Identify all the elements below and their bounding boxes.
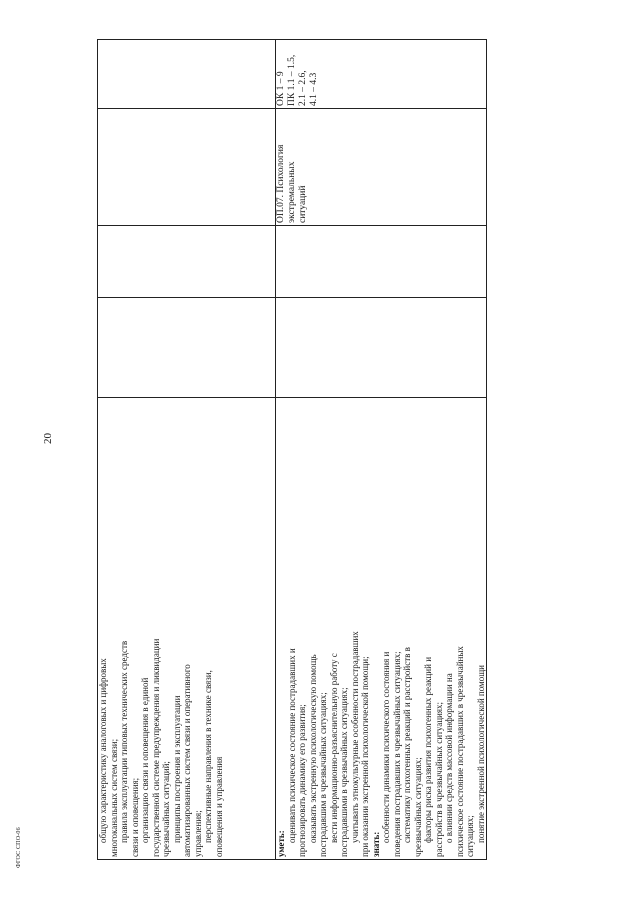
requirements-cell-upper xyxy=(98,398,276,860)
text-line: понятие экстренной психологической помощи xyxy=(475,665,486,843)
text-line: психическое состояние пострадавших в чрезвычайных xyxy=(454,646,465,857)
text-line: особенности динамики психического состояния и xyxy=(381,651,391,843)
text-line: систематику психогенных реакций и расстройств в xyxy=(402,647,412,843)
text-line: оповещения и управления xyxy=(213,756,224,857)
page-number: 20 xyxy=(42,433,54,444)
document-sheet xyxy=(97,40,486,860)
text-line: организацию связи и оповещения в единой xyxy=(140,677,150,843)
competency-table xyxy=(97,39,487,860)
text-line: государственной системе предупреждения и ликвидации xyxy=(150,638,161,857)
text-line: перспективные направления в технике связи, xyxy=(203,670,213,843)
table-row xyxy=(276,40,487,860)
upper-content-list xyxy=(98,400,224,857)
text-line: поведения пострадавших в чрезвычайных ситуациях; xyxy=(391,651,402,857)
lower-content-list xyxy=(276,400,486,857)
competency-line: 2.1 – 2.6, xyxy=(298,70,308,106)
text-line: расстройств в чрезвычайных ситуациях; xyxy=(433,702,444,857)
text-line: о влиянии средств массовой информации на xyxy=(444,673,454,843)
text-line: факторы риска развития психогенных реакций и xyxy=(423,656,433,843)
hours-cell xyxy=(98,226,276,298)
text-line: автоматизированных систем связи и оперативного xyxy=(182,664,192,857)
text-line: многоканальных систем связи; xyxy=(108,738,119,857)
competencies-cell xyxy=(276,40,487,109)
requirements-cell-lower xyxy=(276,398,487,860)
hours-cell xyxy=(276,298,487,398)
text-line: знать: xyxy=(370,831,381,857)
text-line: чрезвычайных ситуаций; xyxy=(161,761,171,857)
footer-code: ФГОС СПО-06 xyxy=(16,827,22,868)
competency-line: ОК 1 – 9 xyxy=(276,71,286,106)
text-line: оценивать психическое состояние пострадавших и xyxy=(286,648,297,843)
text-line: общую характеристику аналоговых и цифровых xyxy=(98,658,108,843)
hours-cell xyxy=(98,298,276,398)
hours-cell xyxy=(276,226,487,298)
text-line: вести информационно-разъяснительную работу с xyxy=(328,653,339,843)
text-line: чрезвычайных ситуациях; xyxy=(412,757,423,857)
discipline-cell xyxy=(276,109,487,226)
table-row xyxy=(98,40,276,860)
text-line: управления; xyxy=(192,810,203,857)
text-line: при оказании экстренной психологической помощи; xyxy=(360,656,370,857)
text-line: правила эксплуатации типовых технических средств xyxy=(119,640,129,843)
text-line: связи и оповещения; xyxy=(129,777,140,857)
text-line: учитывать этнокультурные особенности пострадавших xyxy=(349,631,360,843)
competency-line: ПК 1.1 – 1.5, xyxy=(287,54,297,106)
text-line: ситуациях; xyxy=(465,815,475,857)
text-line: пострадавшим в чрезвычайных ситуациях; xyxy=(318,692,328,857)
discipline-cell xyxy=(98,109,276,226)
discipline-line: ситуаций xyxy=(298,185,308,223)
text-line: пострадавшими в чрезвычайных ситуациях; xyxy=(339,687,349,857)
competency-line: 4.1 – 4.3 xyxy=(309,72,319,106)
competencies-cell xyxy=(98,40,276,109)
discipline-line: экстремальных xyxy=(287,161,297,223)
text-line: оказывать экстренную психологическую помощь xyxy=(307,654,318,843)
discipline-line: ОП.07. Психология xyxy=(276,144,286,223)
text-line: уметь: xyxy=(276,830,286,857)
text-line: прогнозировать динамику его развития; xyxy=(297,704,307,857)
text-line: принципы построения и эксплуатации xyxy=(171,695,182,843)
